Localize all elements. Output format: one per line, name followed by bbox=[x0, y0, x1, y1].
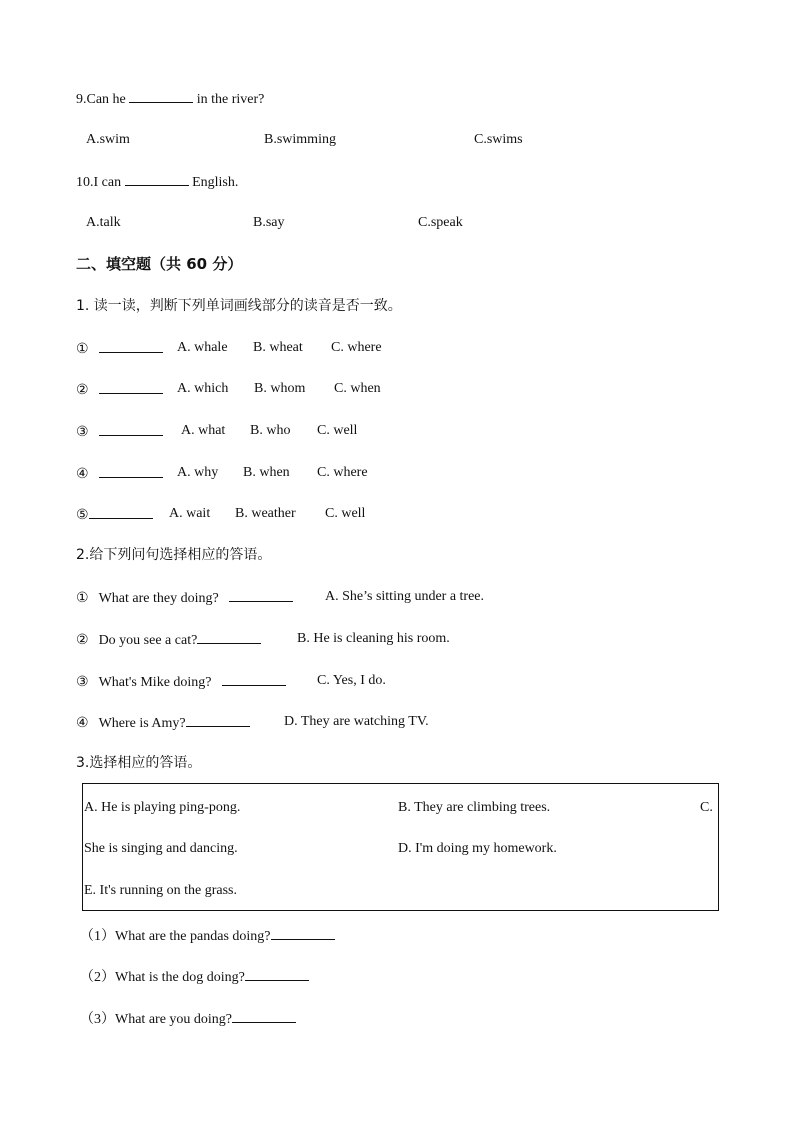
box-answer-c-text: She is singing and dancing. bbox=[84, 841, 238, 856]
part-3-question-3-blank[interactable] bbox=[232, 1008, 296, 1023]
part-1-row-4-b: B. when bbox=[243, 465, 290, 480]
part-1-row-5-b: B. weather bbox=[235, 506, 296, 521]
part-1-row-4-blank[interactable] bbox=[99, 463, 163, 478]
part-2-row-3: ③ What's Mike doing? bbox=[76, 671, 286, 693]
box-answer-b: B. They are climbing trees. bbox=[398, 800, 551, 815]
question-10-stem bbox=[76, 171, 238, 193]
part-1-row-4-c: C. where bbox=[317, 465, 368, 480]
part-2-row-3-blank[interactable] bbox=[222, 671, 286, 686]
part-2-row-1: ① What are they doing? bbox=[76, 587, 293, 609]
question-10-option-a[interactable]: A.talk bbox=[86, 215, 121, 230]
question-10-text-b: English. bbox=[192, 175, 239, 190]
part-3-question-2: （2）What is the dog doing? bbox=[80, 966, 309, 988]
part-1-row-3-blank[interactable] bbox=[99, 421, 163, 436]
part-2-answer-d: D. They are watching TV. bbox=[284, 714, 429, 729]
part-1-row-2-a: A. which bbox=[177, 381, 229, 396]
part-1-title: 1. 读一读，判断下列单词画线部分的读音是否一致。 bbox=[76, 298, 402, 314]
part-1-row-1-c: C. where bbox=[331, 340, 382, 355]
part-2-row-3-question: What's Mike doing? bbox=[98, 675, 212, 690]
part-1-row-3-b: B. who bbox=[250, 423, 291, 438]
part-1-row-4: ④ bbox=[76, 463, 163, 485]
question-10-blank[interactable] bbox=[125, 171, 189, 186]
part-2-row-1-question: What are they doing? bbox=[98, 591, 219, 606]
question-9-text-a: 9.Can he bbox=[76, 92, 126, 107]
part-3-question-2-blank[interactable] bbox=[245, 966, 309, 981]
part-1-row-2-blank[interactable] bbox=[99, 379, 163, 394]
part-3-question-3: （3）What are you doing? bbox=[80, 1008, 296, 1030]
question-9-stem bbox=[76, 88, 264, 110]
question-10-option-c[interactable]: C.speak bbox=[418, 215, 463, 230]
box-answer-d: D. I'm doing my homework. bbox=[398, 841, 557, 856]
part-2-row-2: ② Do you see a cat? bbox=[76, 629, 261, 651]
part-3-question-1: （1）What are the pandas doing? bbox=[80, 925, 335, 947]
part-2-answer-b: B. He is cleaning his room. bbox=[297, 631, 450, 646]
part-1-row-1: ① bbox=[76, 338, 163, 360]
question-9-option-a[interactable]: A.swim bbox=[86, 132, 130, 147]
box-answer-c-label: C. bbox=[700, 800, 713, 815]
question-10-option-b[interactable]: B.say bbox=[253, 215, 285, 230]
part-1-row-5-c: C. well bbox=[325, 506, 366, 521]
question-9-option-c[interactable]: C.swims bbox=[474, 132, 523, 147]
part-1-row-3-c: C. well bbox=[317, 423, 358, 438]
part-1-row-2: ② bbox=[76, 379, 163, 401]
box-answer-e: E. It's running on the grass. bbox=[84, 883, 238, 898]
part-2-row-2-blank[interactable] bbox=[197, 629, 261, 644]
question-9-option-b[interactable]: B.swimming bbox=[264, 132, 336, 147]
part-2-row-2-question: Do you see a cat? bbox=[98, 633, 198, 648]
question-10-text-a: 10.I can bbox=[76, 175, 122, 190]
question-9-text-b: in the river? bbox=[196, 92, 265, 107]
part-3-question-1-blank[interactable] bbox=[271, 925, 335, 940]
part-1-row-2-c: C. when bbox=[334, 381, 381, 396]
section-2-title: 二、填空题（共 60 分） bbox=[76, 255, 243, 273]
answer-box bbox=[82, 783, 719, 911]
part-1-row-1-blank[interactable] bbox=[99, 338, 163, 353]
part-1-row-3-a: A. what bbox=[181, 423, 226, 438]
part-1-row-5-blank[interactable] bbox=[89, 504, 153, 519]
part-1-row-5: ⑤ bbox=[76, 504, 153, 526]
part-1-row-4-a: A. why bbox=[177, 465, 219, 480]
part-1-row-1-b: B. wheat bbox=[253, 340, 303, 355]
part-1-row-5-a: A. wait bbox=[169, 506, 211, 521]
part-3-title: 3.选择相应的答语。 bbox=[76, 755, 202, 771]
part-2-answer-a: A. She’s sitting under a tree. bbox=[325, 589, 485, 604]
box-answer-a: A. He is playing ping-pong. bbox=[84, 800, 241, 815]
part-1-row-2-b: B. whom bbox=[254, 381, 306, 396]
part-2-row-4: ④ Where is Amy? bbox=[76, 712, 250, 734]
part-2-title: 2.给下列问句选择相应的答语。 bbox=[76, 547, 272, 563]
part-2-row-4-question: Where is Amy? bbox=[98, 716, 186, 731]
part-2-row-4-blank[interactable] bbox=[186, 712, 250, 727]
part-1-row-1-a: A. whale bbox=[177, 340, 228, 355]
question-9-blank[interactable] bbox=[129, 88, 193, 103]
part-2-answer-c: C. Yes, I do. bbox=[317, 673, 386, 688]
part-2-row-1-blank[interactable] bbox=[229, 587, 293, 602]
part-1-row-3: ③ bbox=[76, 421, 163, 443]
